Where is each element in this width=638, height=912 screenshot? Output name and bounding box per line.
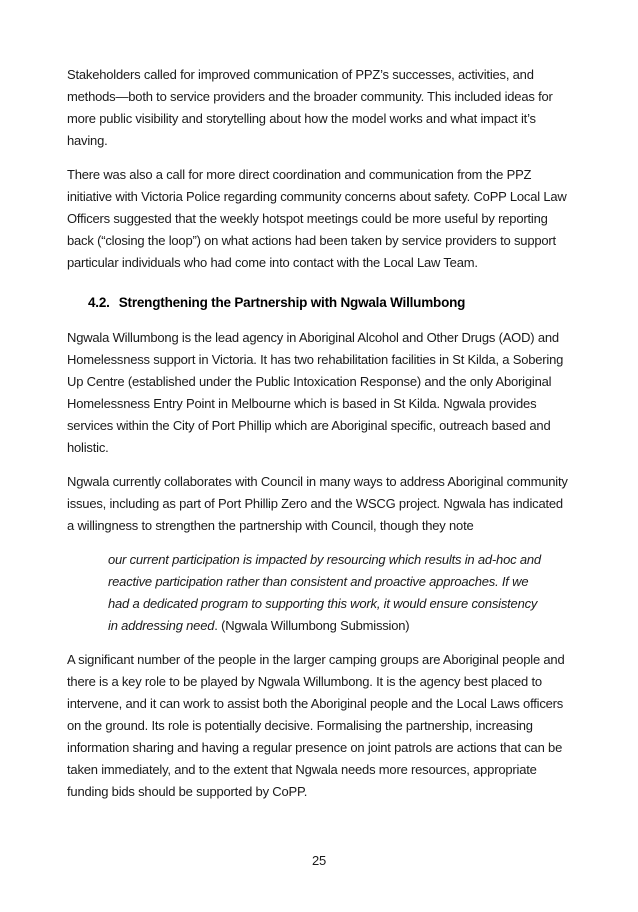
paragraph-ngwala-lead-agency: Ngwala Willumbong is the lead agency in Aboriginal Alcohol and Other Drugs (AOD) and Homelessness support in Victoria. It has two rehabilitation facilities in St Kilda, a Sobering Up Centre (established under the Public Intoxication Response) and the only Aboriginal Homelessness Entry Point in Melbourne which is based in St Kilda. Ngwala provides services within the City of Port Phillip which are Aboriginal specific, outreach based and holistic. [67,330,564,455]
paragraph-stakeholders-communication: Stakeholders called for improved communication of PPZ’s successes, activities, and methods—both to service providers and the broader community. This included ideas for more public visibility and storytelling about how the model works and what impact it’s having. [67,67,553,148]
paragraph-ngwala-collaboration: Ngwala currently collaborates with Council in many ways to address Aboriginal community issues, including as part of Port Phillip Zero and the WSCG project. Ngwala has indicated a willingness to strengthen the partnership with Council, though they note [67,474,568,533]
section-heading [88,292,572,314]
section-title: Strengthening the Partnership with Ngwala Willumbong [118,295,466,310]
block-quote [108,549,544,637]
paragraph-coordination-victoria-police: There was also a call for more direct coordination and communication from the PPZ initiative with Victoria Police regarding community concerns about safety. CoPP Local Law Officers suggested that the weekly hotspot meetings could be more useful by reporting back (“closing the loop”) on what actions had been taken by service providers to support particular individuals who had come into contact with the Local Law Team. [67,167,567,270]
quote-text: our current participation is impacted by resourcing which results in ad-hoc and reactive participation rather than consistent and proactive approaches. If we had a dedicated program to supporting this work, it would ensure consistency in addressing need [108,552,541,633]
quote-citation: . (Ngwala Willumbong Submission) [214,618,410,633]
paragraph-significant-number: A significant number of the people in the larger camping groups are Aboriginal people and there is a key role to be played by Ngwala Willumbong. It is the agency best placed to intervene, and it can work to assist both the Aboriginal people and the Local Laws officers on the ground. Its role is potentially decisive. Formalising the partnership, increasing information sharing and having a regular presence on joint patrols are actions that can be taken immediately, and to the extent that Ngwala needs more resources, appropriate funding bids should be supported by CoPP. [67,652,565,799]
section-number: 4.2. [88,295,110,310]
page-number: 25 [311,853,327,868]
